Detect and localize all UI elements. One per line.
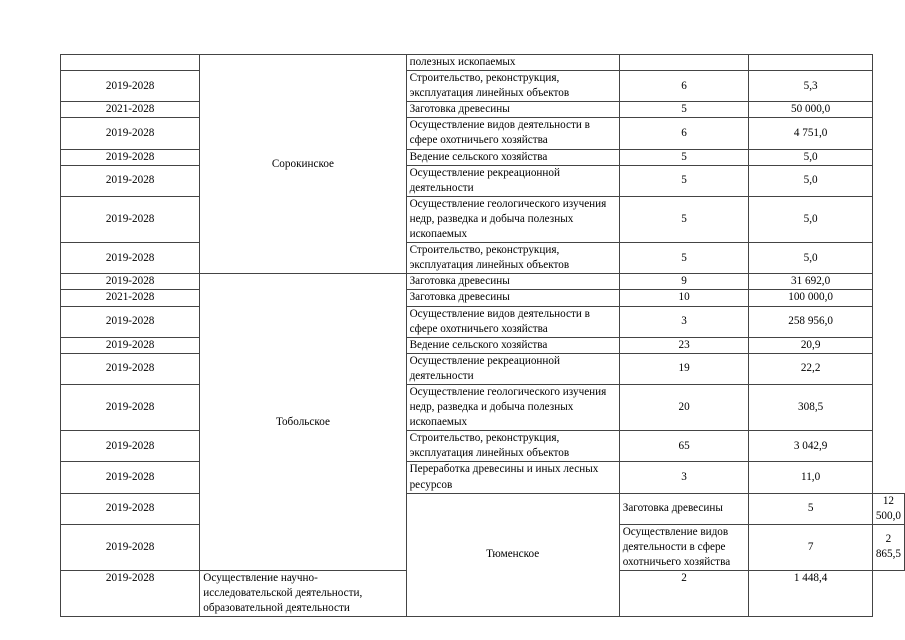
table-row [61,102,905,118]
area-cell: 12 500,0 [872,493,904,524]
area-cell: 3 042,9 [749,431,872,462]
activity-cell: Заготовка древесины [406,290,619,306]
area-cell: 20,9 [749,337,872,353]
table-row [61,337,905,353]
activity-cell: Осуществление научно-исследовательской деятельности, образовательной деятельности [200,571,406,617]
count-cell: 65 [619,431,749,462]
activity-cell: Строительство, реконструкция, эксплуатация линейных объектов [406,243,619,274]
period-cell: 2019-2028 [61,306,200,337]
table-row [61,431,905,462]
activity-cell: Заготовка древесины [406,102,619,118]
period-cell: 2019-2028 [61,462,200,493]
count-cell: 3 [619,462,749,493]
period-cell [61,55,200,71]
table-row [61,243,905,274]
count-cell [619,55,749,71]
activity-cell: Строительство, реконструкция, эксплуатация линейных объектов [406,431,619,462]
area-cell: 5,0 [749,196,872,242]
activity-cell: Осуществление рекреационной деятельности [406,165,619,196]
period-cell: 2019-2028 [61,571,200,617]
area-cell: 5,0 [749,149,872,165]
area-cell: 50 000,0 [749,102,872,118]
activity-cell: Заготовка древесины [619,493,749,524]
count-cell: 19 [619,353,749,384]
count-cell: 3 [619,306,749,337]
period-cell: 2019-2028 [61,353,200,384]
area-cell: 100 000,0 [749,290,872,306]
count-cell: 5 [619,243,749,274]
activity-cell: Осуществление видов деятельности в сфере охотничьего хозяйства [619,524,749,570]
count-cell: 23 [619,337,749,353]
table-row [61,118,905,149]
activity-cell: Строительство, реконструкция, эксплуатация линейных объектов [406,71,619,102]
table-row [61,290,905,306]
count-cell: 5 [619,165,749,196]
count-cell: 6 [619,118,749,149]
count-cell: 2 [619,571,749,617]
area-cell: 5,0 [749,243,872,274]
forest-use-table [60,54,905,617]
period-cell: 2019-2028 [61,431,200,462]
count-cell: 5 [749,493,872,524]
district-cell: Сорокинское [200,55,406,274]
area-cell: 1 448,4 [749,571,872,617]
period-cell: 2019-2028 [61,118,200,149]
table-row [61,274,905,290]
count-cell: 7 [749,524,872,570]
area-cell: 258 956,0 [749,306,872,337]
area-cell: 5,0 [749,165,872,196]
count-cell: 6 [619,71,749,102]
table-row [61,71,905,102]
activity-cell: Ведение сельского хозяйства [406,337,619,353]
area-cell: 31 692,0 [749,274,872,290]
period-cell: 2019-2028 [61,524,200,570]
table-row [61,306,905,337]
activity-cell: Осуществление геологического изучения недр, разведка и добыча полезных ископаемых [406,384,619,430]
area-cell: 5,3 [749,71,872,102]
activity-cell: Ведение сельского хозяйства [406,149,619,165]
activity-cell: Осуществление видов деятельности в сфере охотничьего хозяйства [406,118,619,149]
count-cell: 10 [619,290,749,306]
period-cell: 2019-2028 [61,337,200,353]
activity-cell: Осуществление рекреационной деятельности [406,353,619,384]
period-cell: 2019-2028 [61,384,200,430]
activity-cell: Переработка древесины и иных лесных ресурсов [406,462,619,493]
period-cell: 2019-2028 [61,71,200,102]
period-cell: 2021-2028 [61,102,200,118]
table-row [61,165,905,196]
period-cell: 2019-2028 [61,274,200,290]
count-cell: 9 [619,274,749,290]
count-cell: 5 [619,196,749,242]
period-cell: 2019-2028 [61,493,200,524]
count-cell: 20 [619,384,749,430]
area-cell [749,55,872,71]
table-body [61,55,905,617]
count-cell: 5 [619,149,749,165]
period-cell: 2019-2028 [61,196,200,242]
area-cell: 4 751,0 [749,118,872,149]
period-cell: 2021-2028 [61,290,200,306]
count-cell: 5 [619,102,749,118]
table-row [61,462,905,493]
area-cell: 308,5 [749,384,872,430]
area-cell: 22,2 [749,353,872,384]
area-cell: 2 865,5 [872,524,904,570]
activity-cell: Осуществление видов деятельности в сфере охотничьего хозяйства [406,306,619,337]
period-cell: 2019-2028 [61,243,200,274]
table-row [61,384,905,430]
table-row [61,55,905,71]
activity-cell: Осуществление геологического изучения недр, разведка и добыча полезных ископаемых [406,196,619,242]
table-row [61,493,905,524]
district-cell: Тобольское [200,274,406,571]
table-row [61,149,905,165]
activity-cell: Заготовка древесины [406,274,619,290]
table-row [61,196,905,242]
activity-cell: полезных ископаемых [406,55,619,71]
period-cell: 2019-2028 [61,149,200,165]
district-cell: Тюменское [406,493,619,617]
area-cell: 11,0 [749,462,872,493]
period-cell: 2019-2028 [61,165,200,196]
table-row [61,353,905,384]
